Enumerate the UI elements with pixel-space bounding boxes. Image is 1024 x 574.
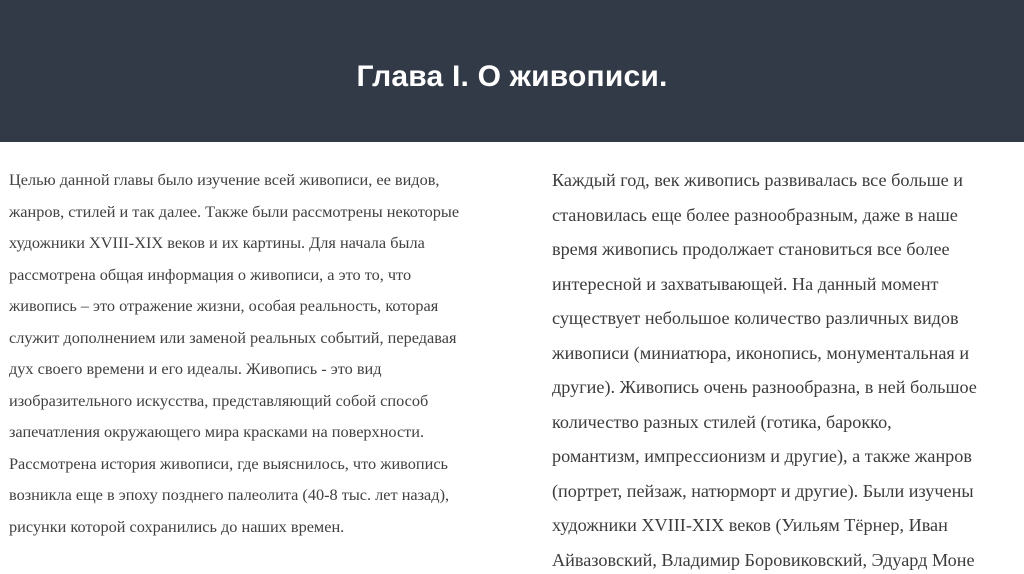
text-line: художники XVIII-XIX веков и их картины. Для начала была xyxy=(9,233,425,252)
text-line: другие). Живопись очень разнообразна, в ней большое xyxy=(552,377,977,397)
text-line: рассмотрена общая информация о живописи, а это то, что xyxy=(9,264,412,284)
text-line: Рассмотрена история живописи, где выяснилось, что живопись xyxy=(9,453,448,473)
text-line: существует небольшое количество различных видов xyxy=(552,308,959,328)
text-line: изобразительного искусства, представляющий собой способ xyxy=(9,390,429,410)
text-line: живописи (миниатюра, иконопись, монументальная и xyxy=(552,342,970,363)
text-line: (портрет, пейзаж, натюрморт и другие). Были изучены xyxy=(552,480,974,501)
right-text-column xyxy=(552,163,1024,574)
text-line: Целью данной главы было изучение всей живописи, ее видов, xyxy=(9,170,440,189)
text-line: количество разных стилей (готика, барокко, xyxy=(552,411,892,432)
text-line: жанров, стилей и так далее. Также были рассмотрены некоторые xyxy=(9,201,460,221)
text-line: возникла еще в эпоху позднего палеолита (40-8 тыс. лет назад), xyxy=(9,485,450,504)
text-line: рисунки которой сохранились до наших времен. xyxy=(9,516,345,536)
left-text-column xyxy=(9,164,524,542)
title-banner xyxy=(0,0,1024,142)
text-line: романтизм, импрессионизм и другие), а также жанров xyxy=(552,446,972,466)
text-line: становилась еще более разнообразным, даже в наше xyxy=(552,204,958,225)
text-line: Айвазовский, Владимир Боровиковский, Эдуард Моне xyxy=(552,549,975,570)
text-line: служит дополнением или заменой реальных событий, передавая xyxy=(9,327,457,347)
text-line: интересной и захватывающей. На данный момент xyxy=(552,273,939,294)
text-line: Каждый год, век живопись развивалась все больше и xyxy=(552,170,963,190)
text-line: время живопись продолжает становиться все более xyxy=(552,239,950,259)
text-line: художники XVIII-XIX веков (Уильям Тёрнер, Иван xyxy=(552,515,948,535)
slide-title: Глава I. О живописи. xyxy=(356,60,668,93)
text-line: живопись – это отражение жизни, особая реальность, которая xyxy=(9,296,439,315)
text-line: запечатления окружающего мира красками на поверхности. xyxy=(9,422,425,441)
text-line: дух своего времени и его идеалы. Живопись - это вид xyxy=(9,359,382,378)
